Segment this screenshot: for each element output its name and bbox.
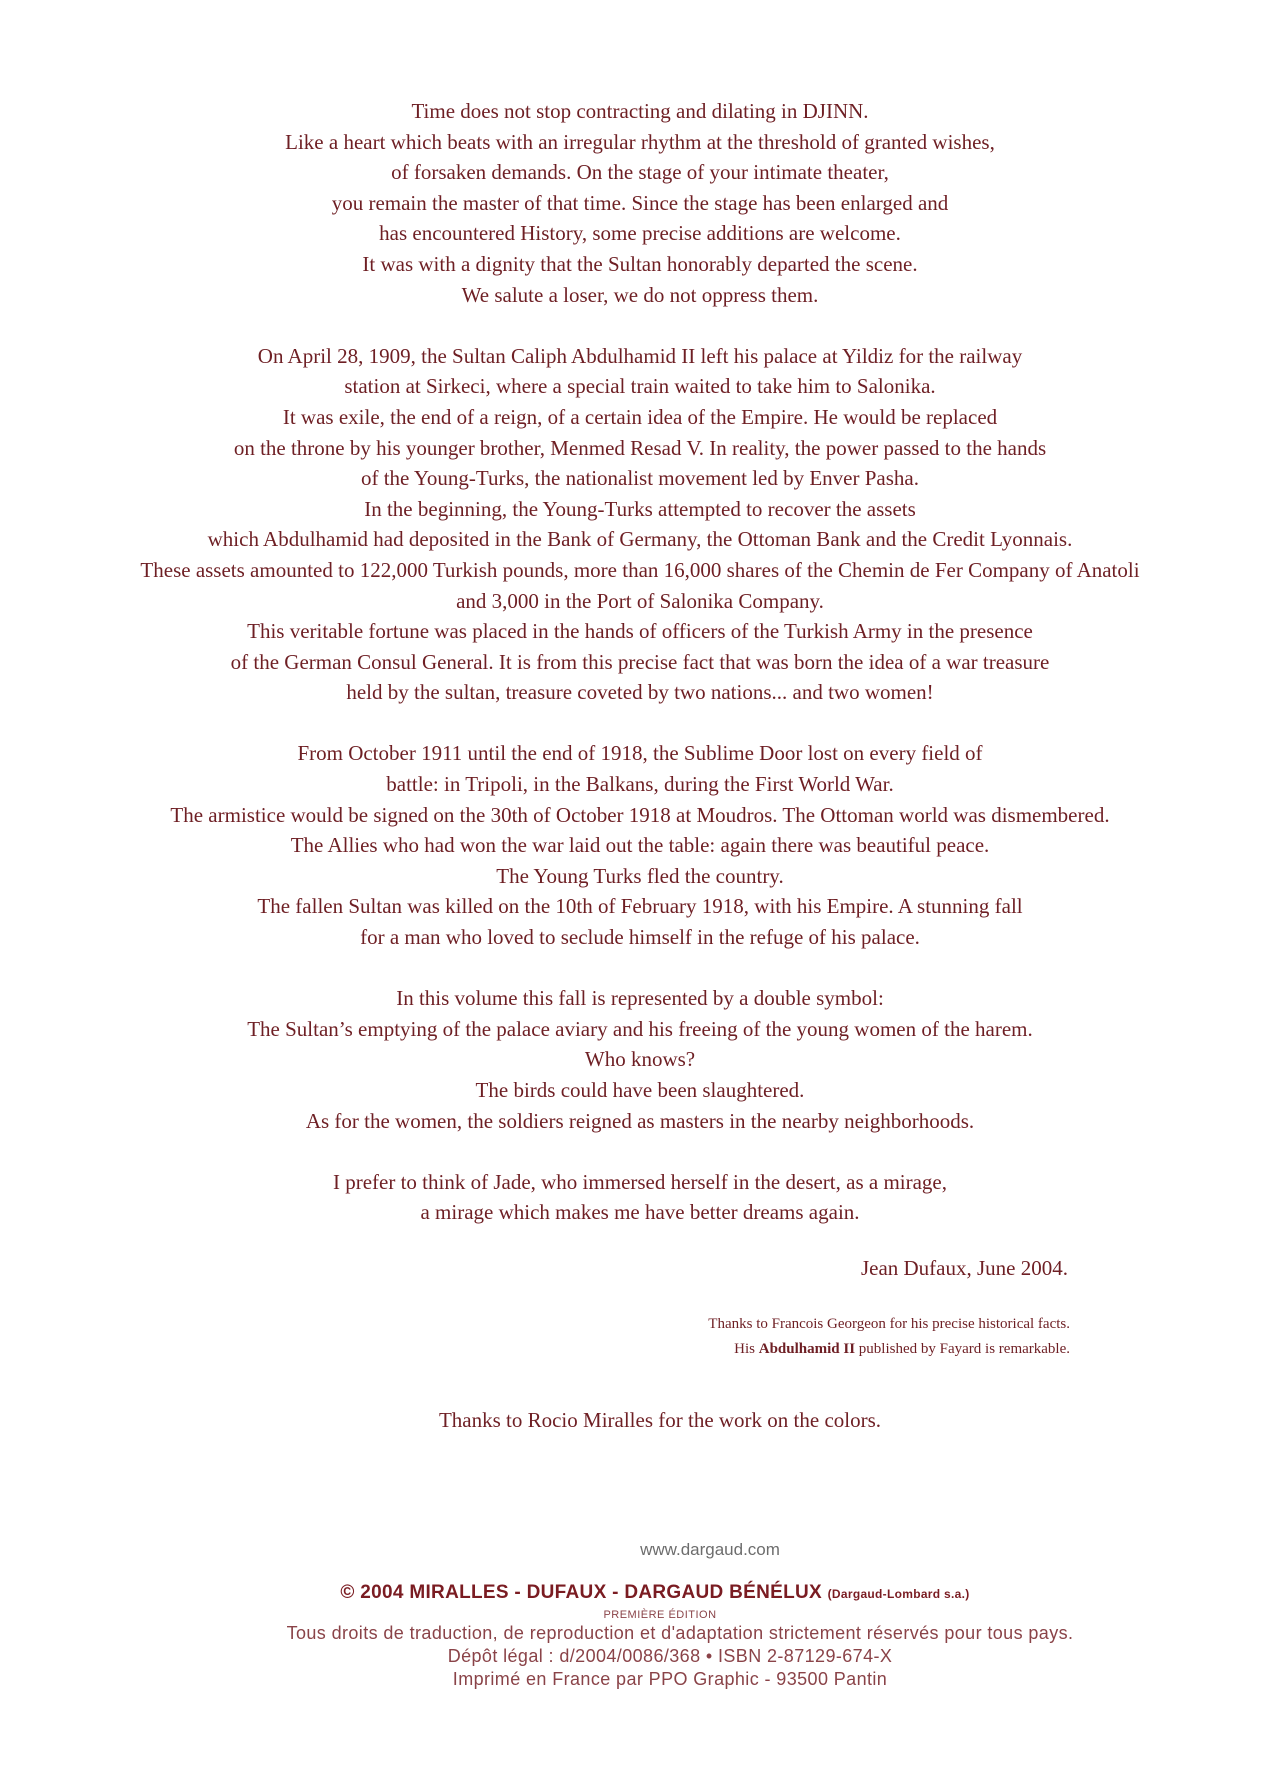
historical-credits <box>500 1312 1070 1362</box>
publisher-footer <box>0 1540 1280 1690</box>
text-line: These assets amounted to 122,000 Turkish pounds, more than 16,000 shares of the Chemin de Fer Company of Anatoli <box>140 557 1140 582</box>
text-line: which Abdulhamid had deposited in the Bank of Germany, the Ottoman Bank and the Credit Lyonnais. <box>207 527 1073 552</box>
text-line: It was exile, the end of a reign, of a certain idea of the Empire. He would be replaced <box>282 404 998 429</box>
colorist-thanks: Thanks to Rocio Miralles for the work on the colors. <box>438 1408 882 1432</box>
text-line: Time does not stop contracting and dilating in DJINN. <box>411 99 869 123</box>
text-line: The Young Turks fled the country. <box>496 863 784 888</box>
copyright-publisher: (Dargaud-Lombard s.a.) <box>827 1587 970 1601</box>
paragraph-symbol <box>40 983 1240 1136</box>
text-line: The Allies who had won the war laid out the table: again there was beautiful peace. <box>290 833 990 858</box>
text-line: Who knows? <box>584 1047 696 1072</box>
text-line: of the Young-Turks, the nationalist movement led by Enver Pasha. <box>360 466 919 491</box>
text-line: held by the sultan, treasure coveted by two nations... and two women! <box>346 680 934 705</box>
legal-deposit: Dépôt légal : d/2004/0086/368 • ISBN 2-87129-674-X <box>447 1646 893 1666</box>
author-signature: Jean Dufaux, June 2004. <box>860 1256 1068 1280</box>
text-line: of forsaken demands. On the stage of your intimate theater, <box>391 160 889 185</box>
paragraph-jade <box>40 1167 1240 1228</box>
text-line: In the beginning, the Young-Turks attempted to recover the assets <box>364 496 916 521</box>
text-line: a mirage which makes me have better dreams again. <box>420 1200 860 1225</box>
text-line: of the German Consul General. It is from this precise fact that was born the idea of a war treasure <box>230 649 1050 674</box>
book-title: Abdulhamid II <box>758 1341 856 1357</box>
text-line: We salute a loser, we do not oppress them. <box>461 282 819 307</box>
text-line: On April 28, 1909, the Sultan Caliph Abdulhamid II left his palace at Yildiz for the railway <box>257 343 1023 368</box>
afterword-text <box>40 96 1240 1259</box>
text-line: From October 1911 until the end of 1918, the Sublime Door lost on every field of <box>297 741 983 766</box>
credits-prefix: His <box>734 1341 755 1357</box>
website-url: www.dargaud.com <box>640 1540 780 1559</box>
credits-line <box>500 1337 1070 1362</box>
text-line: In this volume this fall is represented by a double symbol: <box>396 986 884 1011</box>
credits-line: Thanks to Francois Georgeon for his precise historical facts. <box>708 1316 1070 1332</box>
edition-label: PREMIÈRE ÉDITION <box>603 1609 717 1621</box>
paragraph-history <box>40 341 1240 708</box>
text-line: The Sultan’s emptying of the palace aviary and his freeing of the young women of the harem. <box>247 1016 1033 1041</box>
text-line: and 3,000 in the Port of Salonika Company. <box>456 588 824 613</box>
paragraph-intro <box>40 96 1240 310</box>
text-line: As for the women, the soldiers reigned as masters in the nearby neighborhoods. <box>305 1108 975 1133</box>
text-line: The armistice would be signed on the 30th of October 1918 at Moudros. The Ottoman world was dismembered. <box>170 802 1110 827</box>
copyright-main: © 2004 MIRALLES - DUFAUX - DARGAUD BÉNÉLUX <box>340 1582 823 1603</box>
rights-notice: Tous droits de traduction, de reproduction et d'adaptation strictement réservés pour tous pays. <box>286 1623 1074 1643</box>
paragraph-war <box>40 738 1240 952</box>
text-line: for a man who loved to seclude himself in the refuge of his palace. <box>360 925 920 950</box>
text-line: The fallen Sultan was killed on the 10th of February 1918, with his Empire. A stunning fall <box>257 894 1023 919</box>
text-line: battle: in Tripoli, in the Balkans, during the First World War. <box>386 772 894 797</box>
text-line: you remain the master of that time. Since the stage has been enlarged and <box>331 190 949 215</box>
credits-suffix: published by Fayard is remarkable. <box>858 1341 1070 1357</box>
text-line: has encountered History, some precise additions are welcome. <box>379 221 901 246</box>
copyright-notice <box>30 1582 1280 1604</box>
text-line: I prefer to think of Jade, who immersed herself in the desert, as a mirage, <box>332 1169 948 1194</box>
text-line: on the throne by his younger brother, Menmed Resad V. In reality, the power passed to the hands <box>233 435 1047 460</box>
text-line: The birds could have been slaughtered. <box>475 1078 805 1102</box>
text-line: It was with a dignity that the Sultan honorably departed the scene. <box>362 251 918 276</box>
text-line: Like a heart which beats with an irregular rhythm at the threshold of granted wishes, <box>285 129 995 154</box>
text-line: station at Sirkeci, where a special train waited to take him to Salonika. <box>344 374 936 399</box>
printer-info: Imprimé en France par PPO Graphic - 93500 Pantin <box>452 1669 888 1689</box>
text-line: This veritable fortune was placed in the hands of officers of the Turkish Army in the presence <box>247 619 1033 644</box>
